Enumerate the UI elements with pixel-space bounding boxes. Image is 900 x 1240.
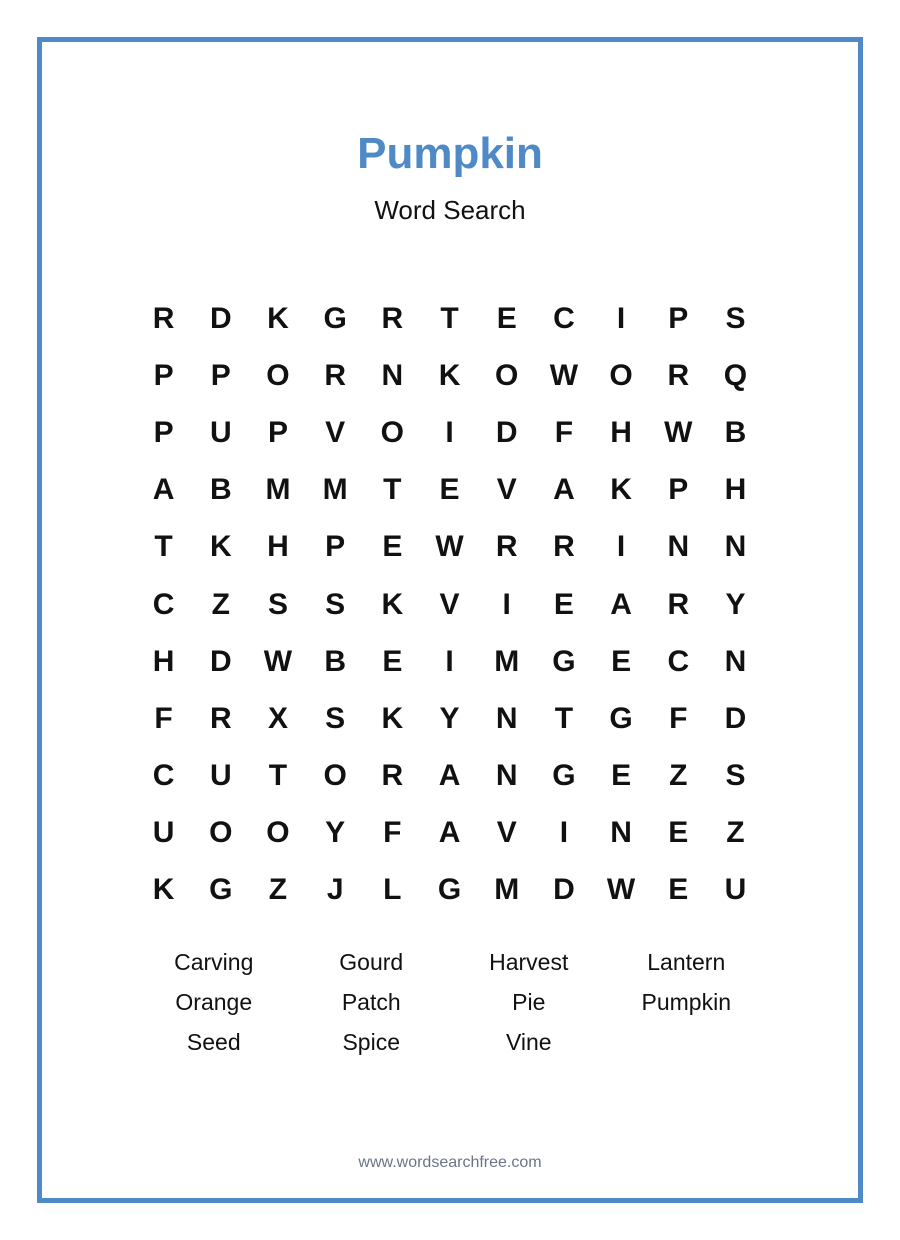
grid-cell: N	[610, 816, 632, 850]
grid-cell: D	[724, 701, 747, 735]
grid-cell: G	[209, 873, 233, 907]
letter-grid	[135, 290, 765, 920]
grid-cell: S	[725, 301, 746, 335]
grid-cell: T	[268, 759, 288, 793]
grid-cell: Y	[439, 701, 460, 735]
grid-cell: D	[495, 415, 518, 449]
grid-cell: E	[611, 759, 632, 793]
grid-cell: N	[724, 530, 747, 564]
grid-cell: M	[265, 473, 291, 507]
grid-cell: K	[610, 473, 632, 507]
grid-cell: C	[152, 587, 175, 621]
word-list-item: Lantern	[647, 949, 726, 975]
grid-cell: I	[559, 816, 569, 850]
grid-cell: Y	[325, 816, 346, 850]
grid-cell: P	[325, 530, 346, 564]
grid-cell: M	[322, 473, 348, 507]
word-list-item: Vine	[505, 1029, 552, 1055]
grid-cell: G	[609, 701, 633, 735]
grid-cell: I	[502, 587, 511, 621]
grid-cell: S	[325, 587, 346, 621]
grid-cell: M	[494, 873, 520, 907]
grid-cell: P	[668, 473, 689, 507]
grid-cell: K	[381, 701, 404, 735]
grid-cell: P	[668, 301, 689, 335]
grid-cell: N	[381, 358, 404, 392]
grid-cell: P	[153, 358, 174, 392]
grid-cell: E	[496, 301, 517, 335]
grid-cell: U	[724, 873, 747, 907]
grid-cell: R	[152, 301, 175, 335]
grid-cell: S	[325, 701, 346, 735]
grid-cell: C	[667, 644, 690, 678]
grid-cell: B	[724, 415, 747, 449]
grid-cell: N	[495, 701, 518, 735]
grid-cell: O	[266, 358, 290, 392]
grid-cell: J	[326, 873, 344, 907]
grid-cell: V	[325, 415, 346, 449]
grid-cell: W	[263, 644, 293, 678]
page-subtitle: Word Search	[374, 195, 526, 225]
grid-cell: E	[382, 530, 403, 564]
word-list	[135, 942, 765, 1062]
grid-cell: Z	[268, 873, 288, 907]
grid-cell: H	[610, 415, 632, 449]
grid-cell: N	[667, 530, 690, 564]
grid-cell: I	[445, 644, 454, 678]
grid-cell: A	[610, 587, 632, 621]
grid-cell: W	[549, 358, 579, 392]
grid-cell: H	[724, 473, 747, 507]
grid-cell: S	[267, 587, 288, 621]
word-list-item: Pumpkin	[641, 989, 731, 1015]
footer-url: www.wordsearchfree.com	[358, 1154, 542, 1171]
grid-cell: G	[552, 644, 576, 678]
grid-cell: K	[152, 873, 175, 907]
grid-cell: I	[445, 415, 454, 449]
grid-cell: R	[324, 358, 346, 392]
grid-cell: E	[382, 644, 403, 678]
grid-cell: O	[380, 415, 405, 449]
word-list-item: Pie	[512, 989, 546, 1015]
grid-cell: A	[438, 816, 461, 850]
grid-cell: C	[152, 759, 175, 793]
grid-cell: W	[606, 873, 636, 907]
grid-cell: U	[209, 759, 232, 793]
grid-cell: P	[210, 358, 231, 392]
grid-cell: R	[495, 530, 518, 564]
grid-cell: W	[435, 530, 464, 564]
grid-cell: T	[383, 473, 402, 507]
grid-cell: T	[154, 530, 173, 564]
grid-cell: F	[154, 701, 173, 735]
grid-cell: E	[668, 816, 689, 850]
grid-cell: Y	[725, 587, 746, 621]
word-list-item: Seed	[186, 1029, 241, 1055]
grid-cell: O	[495, 358, 519, 392]
grid-cell: R	[209, 701, 232, 735]
grid-cell: F	[554, 415, 574, 449]
grid-cell: P	[153, 415, 174, 449]
grid-cell: Z	[726, 816, 745, 850]
word-list-item: Gourd	[339, 949, 404, 975]
grid-cell: O	[266, 816, 290, 850]
grid-cell: G	[323, 301, 347, 335]
grid-cell: C	[553, 301, 575, 335]
grid-cell: R	[381, 301, 404, 335]
grid-cell: K	[381, 587, 404, 621]
grid-cell: P	[267, 415, 288, 449]
grid-cell: R	[667, 358, 690, 392]
grid-cell: E	[668, 873, 689, 907]
grid-cell: O	[323, 759, 347, 793]
grid-cell: X	[267, 701, 288, 735]
grid-cell: R	[667, 587, 690, 621]
grid-cell: Q	[723, 358, 748, 392]
grid-cell: R	[381, 759, 404, 793]
grid-cell: K	[438, 358, 461, 392]
grid-cell: G	[437, 873, 462, 907]
grid-cell: D	[209, 301, 232, 335]
grid-cell: V	[439, 587, 460, 621]
word-list-item: Harvest	[489, 949, 569, 975]
grid-cell: V	[496, 816, 517, 850]
grid-cell: T	[554, 701, 574, 735]
grid-cell: Z	[211, 587, 230, 621]
grid-cell: F	[669, 701, 688, 735]
grid-cell: N	[495, 759, 518, 793]
word-list-item: Orange	[175, 989, 253, 1015]
grid-cell: E	[439, 473, 460, 507]
grid-cell: O	[209, 816, 233, 850]
grid-cell: H	[267, 530, 289, 564]
grid-cell: D	[209, 644, 232, 678]
grid-cell: O	[609, 358, 633, 392]
grid-cell: F	[383, 816, 402, 850]
grid-cell: E	[611, 644, 632, 678]
grid-cell: D	[553, 873, 575, 907]
word-list-item: Carving	[174, 949, 254, 975]
grid-cell: M	[494, 644, 520, 678]
grid-cell: K	[209, 530, 232, 564]
grid-cell: G	[552, 759, 576, 793]
grid-cell: L	[383, 873, 402, 907]
grid-cell: V	[496, 473, 517, 507]
word-list-item: Patch	[341, 989, 401, 1015]
grid-cell: U	[209, 415, 232, 449]
grid-cell: H	[152, 644, 175, 678]
grid-cell: E	[553, 587, 574, 621]
grid-cell: A	[438, 759, 461, 793]
grid-cell: S	[725, 759, 746, 793]
grid-cell: K	[267, 301, 289, 335]
page-title: Pumpkin	[357, 129, 543, 178]
grid-cell: A	[553, 473, 575, 507]
grid-cell: Z	[669, 759, 688, 793]
grid-cell: I	[616, 301, 626, 335]
grid-cell: I	[616, 530, 626, 564]
grid-cell: B	[324, 644, 346, 678]
grid-cell: U	[152, 816, 175, 850]
grid-cell: A	[152, 473, 175, 507]
grid-cell: N	[724, 644, 747, 678]
grid-cell: T	[440, 301, 459, 335]
word-list-item: Spice	[342, 1029, 401, 1055]
grid-cell: B	[209, 473, 232, 507]
grid-cell: W	[664, 415, 693, 449]
grid-cell: R	[553, 530, 575, 564]
